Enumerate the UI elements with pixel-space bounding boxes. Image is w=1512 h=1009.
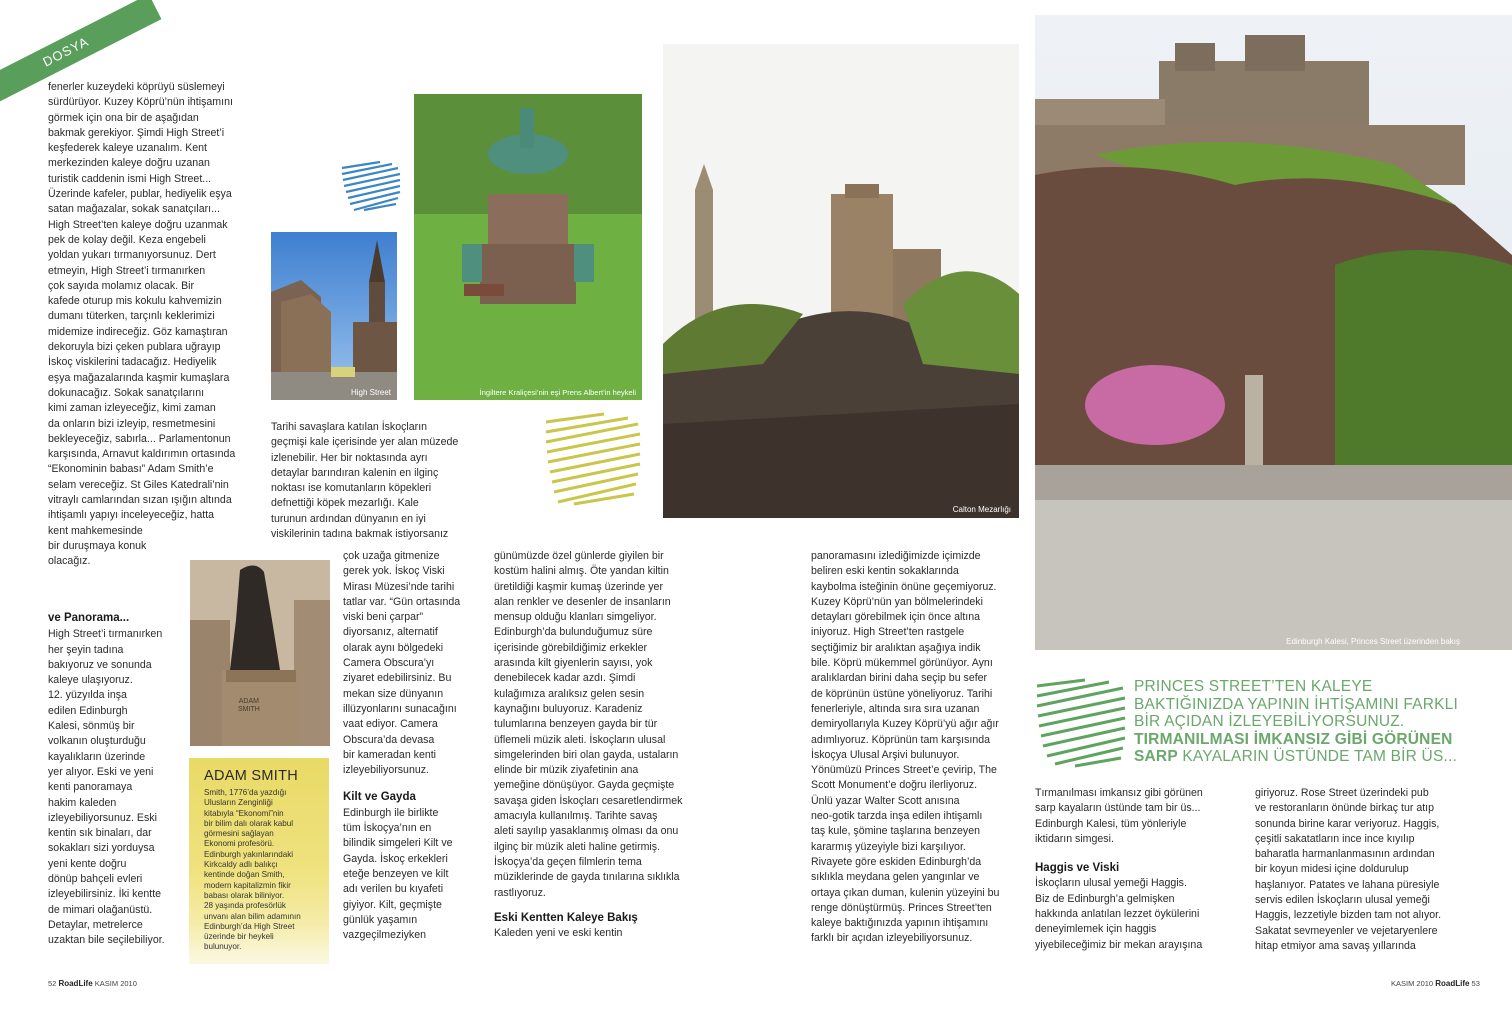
issue-date: KASIM 2010 (1391, 979, 1434, 988)
edinburgh-castle-image (1035, 15, 1512, 650)
section-heading: Haggis ve Viski (1035, 862, 1120, 875)
adam-smith-sidebar (189, 758, 329, 964)
sidebar-title: ADAM SMITH (204, 768, 299, 784)
pull-quote (1134, 678, 1464, 766)
article-column-4 (494, 549, 712, 941)
issue-date: KASIM 2010 (94, 979, 137, 988)
column-text: çok uzağa gitmenize gerek yok. İskoç Viski Mirası Müzesi’nde tarihi tatlar var. “Gün ortasında viski beni çarpar” diyorsanız, alternatif olarak aynı bölgedeki Camera Obscura’yı ziyaret edebilirsiniz. Bu mekan size dünyanın illüzyonlarını sunacağını vaat ediyor. Camera Obscura’da devasa bir kameradan kenti izleyebiliyorsunuz. (343, 550, 461, 777)
prince-albert-image (414, 94, 642, 400)
article-column-6 (1035, 786, 1240, 953)
article-column-2 (271, 420, 496, 542)
folio-right (1391, 979, 1480, 988)
pull-quote-part2: KAYALARIN ÜSTÜNDE TAM BİR ÜS... (1177, 748, 1458, 765)
green-scribble-decoration (1035, 678, 1127, 768)
column-text: High Street’i tırmanırken her şeyin tadına bakıyoruz ve sonunda kaleye ulaşıyoruz. 12. yüzyılda inşa edilen Edinburgh Kalesi, sönmüş bir volkanın oluşturduğu kayalıkların üzerinde yer alıyor. Eski ve yeni kenti panoramaya hakim kaleden izleyebiliyorsunuz. Eski kentin sık binaları, dar sokakları sizi yorduysa yeni kente doğru dönüp bahçeli evleri izleyebilirsiniz. İki kentte de mimari olağanüstü. Detaylar, metrelerce uzaktan bile seçilebiliyor. (48, 628, 165, 947)
article-column-1 (48, 80, 268, 570)
brand-logo: RoadLife (1435, 979, 1470, 988)
column-text: İskoçların ulusal yemeği Haggis. Biz de Edinburgh’a gelmişken hakkında anlatılan lezzet öykülerini deneyimlemek için haggis yiyebileceğimiz bir mekan arayışına (1035, 877, 1203, 951)
section-heading: ve Panorama... (48, 612, 130, 624)
column-text: Edinburgh ile birlikte tüm İskoçya’nın en bilindik simgeleri Kilt ve Gayda. İskoç erkekleri eteğe benzeyen ve kilt adı verilen bu kıyafeti giyiyor. Kilt, geçmişte günlük yaşamın vazgeçilmeziyken (343, 806, 453, 942)
statue-plaque-text: ADAM SMITH (238, 698, 260, 713)
high-street-photo (271, 232, 397, 400)
article-column-3 (343, 549, 488, 943)
column-text: panoramasını izlediğimizde içimizde beliren eski kentin sokaklarında kaybolma isteğinin önüne geçemiyoruz. Kuzey Köprü’nün yan bölmelerindeki detayları görebilmek için önce altına iniyoruz. High Street’ten rastgele seçtiğimiz bir aralıktan aşağıya indik bile. Köprü mükemmel görünüyor. Aynı aralıklardan birini daha seçip bu sefer de köprünün üstüne yöneliyoruz. Tarihi fenerleriyle, altında sıra sıra uzanan demiryollarıyla Kuzey Köprü’yü ağır ağır adımlıyoruz. Köprünün tam karşısında İskoçya Ulusal Arşivi bulunuyor. Yönümüzü Princes Street’e çevirip, The Scott Monument’e doğru ilerliyoruz. Ünlü yazar Walter Scott anısına neo-gotik tarzda inşa edilen ihtişamlı taş kule, şömine taşlarına benzeyen kararmış yüzeyiyle bizi karşılıyor. Rivayete göre eskiden Edinburgh’da sıklıkla meydana gelen yangınlar ve ortaya çıkan duman, kulenin yüzeyini bu renge dönüştürmüş. Princes Street’ten kaleye baktığınızda yapının ihtişamını farklı bir açıdan izleyebiliyorsunuz. (811, 550, 1000, 945)
column-text: fenerler kuzeydeki köprüyü süslemeyi sürdürüyor. Kuzey Köprü’nün ihtişamını görmek için ona bir de aşağıdan bakmak gerekiyor. Şimdi High Street’i keşfederek kaleye uzanalım. Kent merkezinden kaleye doğru uzanan turistik caddenin ismi High Street... Üzerinde kafeler, publar, hediyelik eşya satan mağazalar, sokak sanatçıları... High Street’ten kaleye doğru uzanmak pek de kolay değil. Keza engebeli yoldan yukarı tırmanıyorsunuz. Dert etmeyin, High Street’i tırmanırken çok sayıda molamız olacak. Bir kafede oturup mis kokulu kahvemizin dumanı tüterken, tarçınlı keklerimizi midemize indireceğiz. Göz kamaştıran dekoruyla bizi çeken publara uğrayıp İskoç viskilerini tadacağız. Hediyelik eşya mağazalarında kaşmir kumaşlara dokunacağız. Sokak sanatçılarını kimi zaman izleyeceğiz, kimi zaman da onların bizi izleyip, resmetmesini bekleyeceğiz, sabırla... Parlamentonun karşısında, Arnavut kaldırımın ortasında “Ekonominin babası” Adam Smith’e selam vereceğiz. St Giles Katedrali’nin vitraylı camlarından sızan ışığın altında ihtişamlı yapıyı inceleyeceğiz, hatta kent mahkemesinde bir duruşmaya konuk olacağız. (48, 81, 236, 568)
pull-quote-part1: PRINCES STREET’TEN KALEYE BAKTIĞINIZDA YAPININ İHTİŞAMINI FARKLI BİR AÇIDAN İZLEYEBİLİYORSUNUZ. (1134, 678, 1458, 730)
page-number: 53 (1471, 979, 1480, 988)
photo-caption: İngiltere Kraliçesi’nin eşi Prens Albert’in heykeli (479, 388, 636, 397)
article-column-7 (1255, 786, 1470, 954)
prince-albert-photo (414, 94, 642, 400)
photo-caption: High Street (350, 388, 391, 397)
pull-quote-bold: TIRMANILMASI İMKANSIZ GİBİ GÖRÜNEN SARP (1134, 730, 1453, 765)
section-heading: Eski Kentten Kaleye Bakış (494, 911, 638, 924)
section-tag-ribbon: DOSYA (0, 0, 161, 110)
column-text: Tırmanılması imkansız gibi görünen sarp kayaların üstünde tam bir üs... Edinburgh Kalesi, tüm yönleriyle iktidarın simgesi. (1035, 787, 1203, 845)
calton-cemetery-photo (663, 44, 1019, 518)
photo-caption: Calton Mezarlığı (952, 505, 1011, 514)
blue-scribble-decoration (340, 160, 402, 212)
column-text: Tarihi savaşlara katılan İskoçların geçmişi kale içerisinde yer alan müzede izlenebilir. Her bir noktasında ayrı detaylar barındıran kalenin en ilginç noktası ise komutanların köpekleri defnettiği köpek mezarlığı. Kale turunun ardından dünyanın en iyi viskilerinin tadına bakmak istiyorsanız (271, 421, 459, 541)
calton-cemetery-image (663, 44, 1019, 518)
sidebar-text: Smith, 1776’da yazdığı Ulusların Zenginliği kitabıyla “Ekonomi”nin bir bilim dalı olarak kabul görmesini sağlayan Ekonomi profesörü. Edinburgh yakınlarındaki Kirkcaldy adlı balıkçı kentinde doğan Smith, modern kapitalizmin fikir babası olarak biliniyor. 28 yaşında profesörlük unvanı alan bilim adamının Edinburgh’da High Street üzerinde bir heykeli bulunuyor. (204, 788, 301, 952)
article-column-1b (48, 611, 193, 949)
column-text: günümüzde özel günlerde giyilen bir kostüm halini almış. Öte yandan kiltin üretildiği kaşmir kumaş üzerinde yer alan renkler ve desenler de insanların mensup olduğu klanları simgeliyor. Edinburgh’da bulunduğumuz süre içerisinde görebildiğimiz erkekler arasında kilt giyenlerin sayısı, yok denebilecek kadar azdı. Şimdi kulağımıza aralıksız gelen sesin kaynağını buluyoruz. Karadeniz tulumlarına benzeyen gayda bir tür üflemeli müzik aleti. İskoçların ulusal simgelerinden biri olan gayda, ustaların elinde bir müzik ziyafetinin ana yemeğine dönüşüyor. Gayda geçmişte savaşa giden İskoçları cesaretlendirmek amacıyla kullanılmış. Tarihte savaş aleti sayılıp yasaklanmış olması da onu ilginç bir müzik aleti haline getirmiş. İskoçya’da geçen filmlerin tema müziklerinde de gayda tınılarına sıklıkla rastlıyoruz. (494, 550, 683, 899)
folio-left (48, 979, 137, 988)
section-heading: Kilt ve Gayda (343, 791, 416, 804)
yellow-scribble-decoration (544, 412, 642, 506)
page-number: 52 (48, 979, 57, 988)
article-column-5 (811, 549, 1036, 947)
column-text: Kaleden yeni ve eski kentin (494, 927, 623, 940)
edinburgh-castle-photo (1035, 15, 1512, 650)
high-street-image (271, 232, 397, 400)
photo-caption: Edinburgh Kalesi, Princes Street üzerinden bakış (1286, 637, 1460, 646)
column-text: giriyoruz. Rose Street üzerindeki pub ve restoranların önünde birkaç tur atıp sonunda birine karar veriyoruz. Haggis, çeşitli sakatatların ince ince kıyılıp baharatla harmanlanmasının ardından bir koyun midesi içine doldurulup haşlanıyor. Patates ve lahana püresiyle servis edilen İskoçların ulusal yemeği Haggis, lezzetiyle bizden tam not alıyor. Sakatat sevmeyenler ve vejetaryenlere hitap etmiyor ama savaş yıllarında (1255, 787, 1442, 952)
brand-logo: RoadLife (58, 979, 93, 988)
adam-smith-statue-image (190, 560, 330, 746)
adam-smith-statue-photo (190, 560, 330, 746)
